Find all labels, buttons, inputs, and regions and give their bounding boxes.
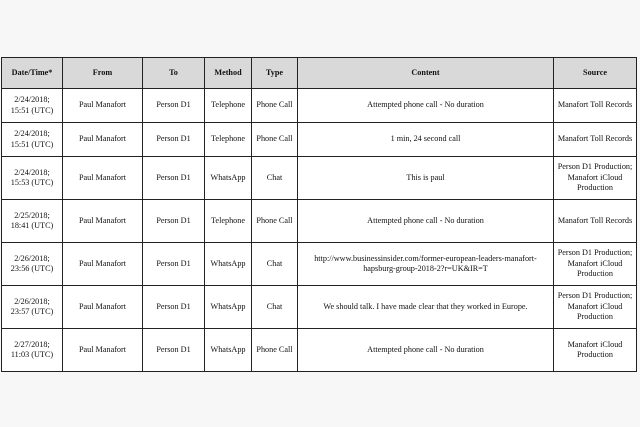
cell-date-time [2, 286, 63, 329]
header-to: To [143, 58, 205, 89]
cell-to: Person D1 [143, 286, 205, 329]
cell-from: Paul Manafort [63, 286, 143, 329]
cell-to: Person D1 [143, 200, 205, 243]
table-row [2, 329, 637, 372]
cell-content: We should talk. I have made clear that they worked in Europe. [298, 286, 554, 329]
cell-content: Attempted phone call - No duration [298, 329, 554, 372]
cell-type: Phone Call [252, 329, 298, 372]
cell-content: 1 min, 24 second call [298, 123, 554, 157]
cell-date-time [2, 89, 63, 123]
cell-date-time [2, 329, 63, 372]
cell-source: Person D1 Production; Manafort iCloud Production [554, 286, 637, 329]
table-row [2, 123, 637, 157]
cell-to: Person D1 [143, 123, 205, 157]
cell-source: Manafort Toll Records [554, 89, 637, 123]
cell-date-time [2, 200, 63, 243]
table-row [2, 157, 637, 200]
cell-content: Attempted phone call - No duration [298, 89, 554, 123]
cell-time: 23:56 (UTC) [10, 264, 54, 273]
cell-date: 2/26/2018; [14, 296, 50, 306]
cell-method: WhatsApp [205, 329, 252, 372]
cell-from: Paul Manafort [63, 123, 143, 157]
cell-type: Phone Call [252, 200, 298, 243]
cell-to: Person D1 [143, 157, 205, 200]
table-row [2, 200, 637, 243]
cell-type: Phone Call [252, 89, 298, 123]
header-date-time: Date/Time* [2, 58, 63, 89]
cell-date: 2/24/2018; [14, 167, 50, 177]
cell-method: Telephone [205, 123, 252, 157]
cell-source: Person D1 Production; Manafort iCloud Production [554, 243, 637, 286]
cell-source: Manafort Toll Records [554, 123, 637, 157]
cell-date: 2/24/2018; [14, 95, 50, 104]
cell-time: 15:51 (UTC) [10, 139, 54, 149]
cell-method: WhatsApp [205, 157, 252, 200]
header-type: Type [252, 58, 298, 89]
header-method: Method [205, 58, 252, 89]
cell-date: 2/24/2018; [14, 129, 50, 138]
cell-from: Paul Manafort [63, 89, 143, 123]
cell-from: Paul Manafort [63, 200, 143, 243]
table-row [2, 89, 637, 123]
cell-content: http://www.businessinsider.com/former-european-leaders-manafort-hapsburg-group-2018-2?r=UK&IR=T [298, 243, 554, 286]
cell-method: Telephone [205, 200, 252, 243]
communications-table [1, 57, 637, 372]
table-row [2, 243, 637, 286]
cell-time: 23:57 (UTC) [10, 307, 54, 316]
cell-date-time [2, 123, 63, 157]
cell-content: Attempted phone call - No duration [298, 200, 554, 243]
cell-source: Person D1 Production; Manafort iCloud Production [554, 157, 637, 200]
cell-type: Chat [252, 286, 298, 329]
cell-time: 15:51 (UTC) [10, 105, 54, 115]
table-header-row [2, 58, 637, 89]
cell-to: Person D1 [143, 243, 205, 286]
cell-date: 2/26/2018; [14, 253, 50, 263]
cell-content: This is paul [298, 157, 554, 200]
cell-date: 2/25/2018; [14, 210, 50, 220]
cell-source: Manafort iCloud Production [554, 329, 637, 372]
cell-time: 15:53 (UTC) [10, 178, 54, 187]
cell-method: Telephone [205, 89, 252, 123]
cell-to: Person D1 [143, 329, 205, 372]
cell-time: 11:03 (UTC) [10, 350, 54, 359]
cell-source: Manafort Toll Records [554, 200, 637, 243]
cell-to: Person D1 [143, 89, 205, 123]
cell-from: Paul Manafort [63, 157, 143, 200]
cell-from: Paul Manafort [63, 329, 143, 372]
cell-from: Paul Manafort [63, 243, 143, 286]
cell-date-time [2, 157, 63, 200]
header-content: Content [298, 58, 554, 89]
cell-type: Chat [252, 243, 298, 286]
cell-type: Phone Call [252, 123, 298, 157]
cell-date: 2/27/2018; [14, 339, 50, 349]
cell-time: 18:41 (UTC) [10, 221, 54, 230]
cell-method: WhatsApp [205, 243, 252, 286]
table-row [2, 286, 637, 329]
cell-type: Chat [252, 157, 298, 200]
header-source: Source [554, 58, 637, 89]
header-from: From [63, 58, 143, 89]
cell-date-time [2, 243, 63, 286]
cell-method: WhatsApp [205, 286, 252, 329]
